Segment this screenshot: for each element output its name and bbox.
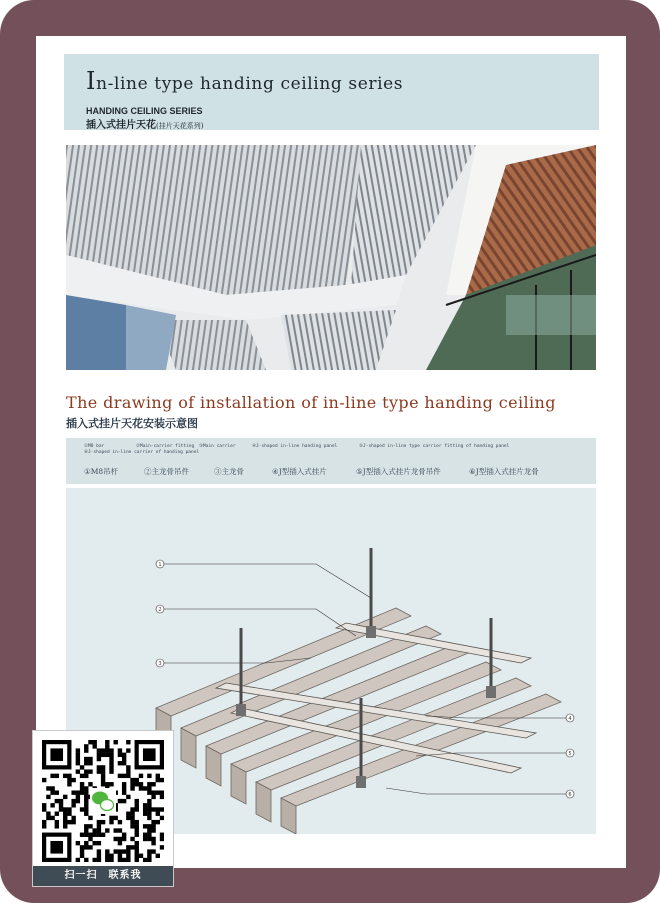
legend-cn-item: ②主龙骨吊件 <box>144 467 189 476</box>
callout-label: 6 <box>568 792 572 798</box>
callout-label: 4 <box>568 716 572 722</box>
legend-cn-item: ⑤J型插入式挂片龙骨吊件 <box>356 467 441 476</box>
ceiling-panels <box>156 608 561 834</box>
drawing-title: The drawing of installation of in-line type handing ceiling <box>66 393 556 412</box>
parts-legend <box>66 438 596 484</box>
callout-label: 2 <box>158 607 162 613</box>
legend-en-item: ①M8 bar <box>84 444 105 449</box>
qr-caption: 扫一扫 联系我 <box>33 866 173 886</box>
series-header <box>64 54 599 130</box>
legend-en-item: ⑥J-shaped in-line carrier of handing panel <box>84 450 200 455</box>
legend-en-item: ②Main-carrier fitting <box>136 444 195 449</box>
qr-code <box>42 740 164 862</box>
legend-cn-item: ①M8吊杆 <box>84 467 119 476</box>
legend-cn-item: ③主龙骨 <box>214 467 244 476</box>
legend-en-item: ③Main carrier <box>199 444 236 449</box>
legend-cn-item: ④J型插入式挂片 <box>272 467 327 476</box>
series-subtitle-cn: 插入式挂片天花(挂片天花系列) <box>86 120 204 131</box>
callout-label: 5 <box>568 751 572 757</box>
drawing-title-cn: 插入式挂片天花安装示意图 <box>66 417 198 430</box>
callout-lines <box>164 564 566 794</box>
callout-label: 3 <box>158 661 162 667</box>
legend-en-item: ⑤J-shaped in-line type carrier fitting of handing panel <box>359 444 510 449</box>
legend-cn-item: ⑥J型插入式挂片龙骨 <box>469 467 539 476</box>
series-title: In-line type handing ceiling series <box>86 67 404 95</box>
ceiling-photo <box>66 145 596 370</box>
callout-label: 1 <box>158 562 162 568</box>
legend-en-item: ④J-shaped in-line handing panel <box>252 444 338 449</box>
series-subtitle-en: HANDING CEILING SERIES <box>86 106 203 116</box>
qr-code-card[interactable] <box>32 730 174 887</box>
